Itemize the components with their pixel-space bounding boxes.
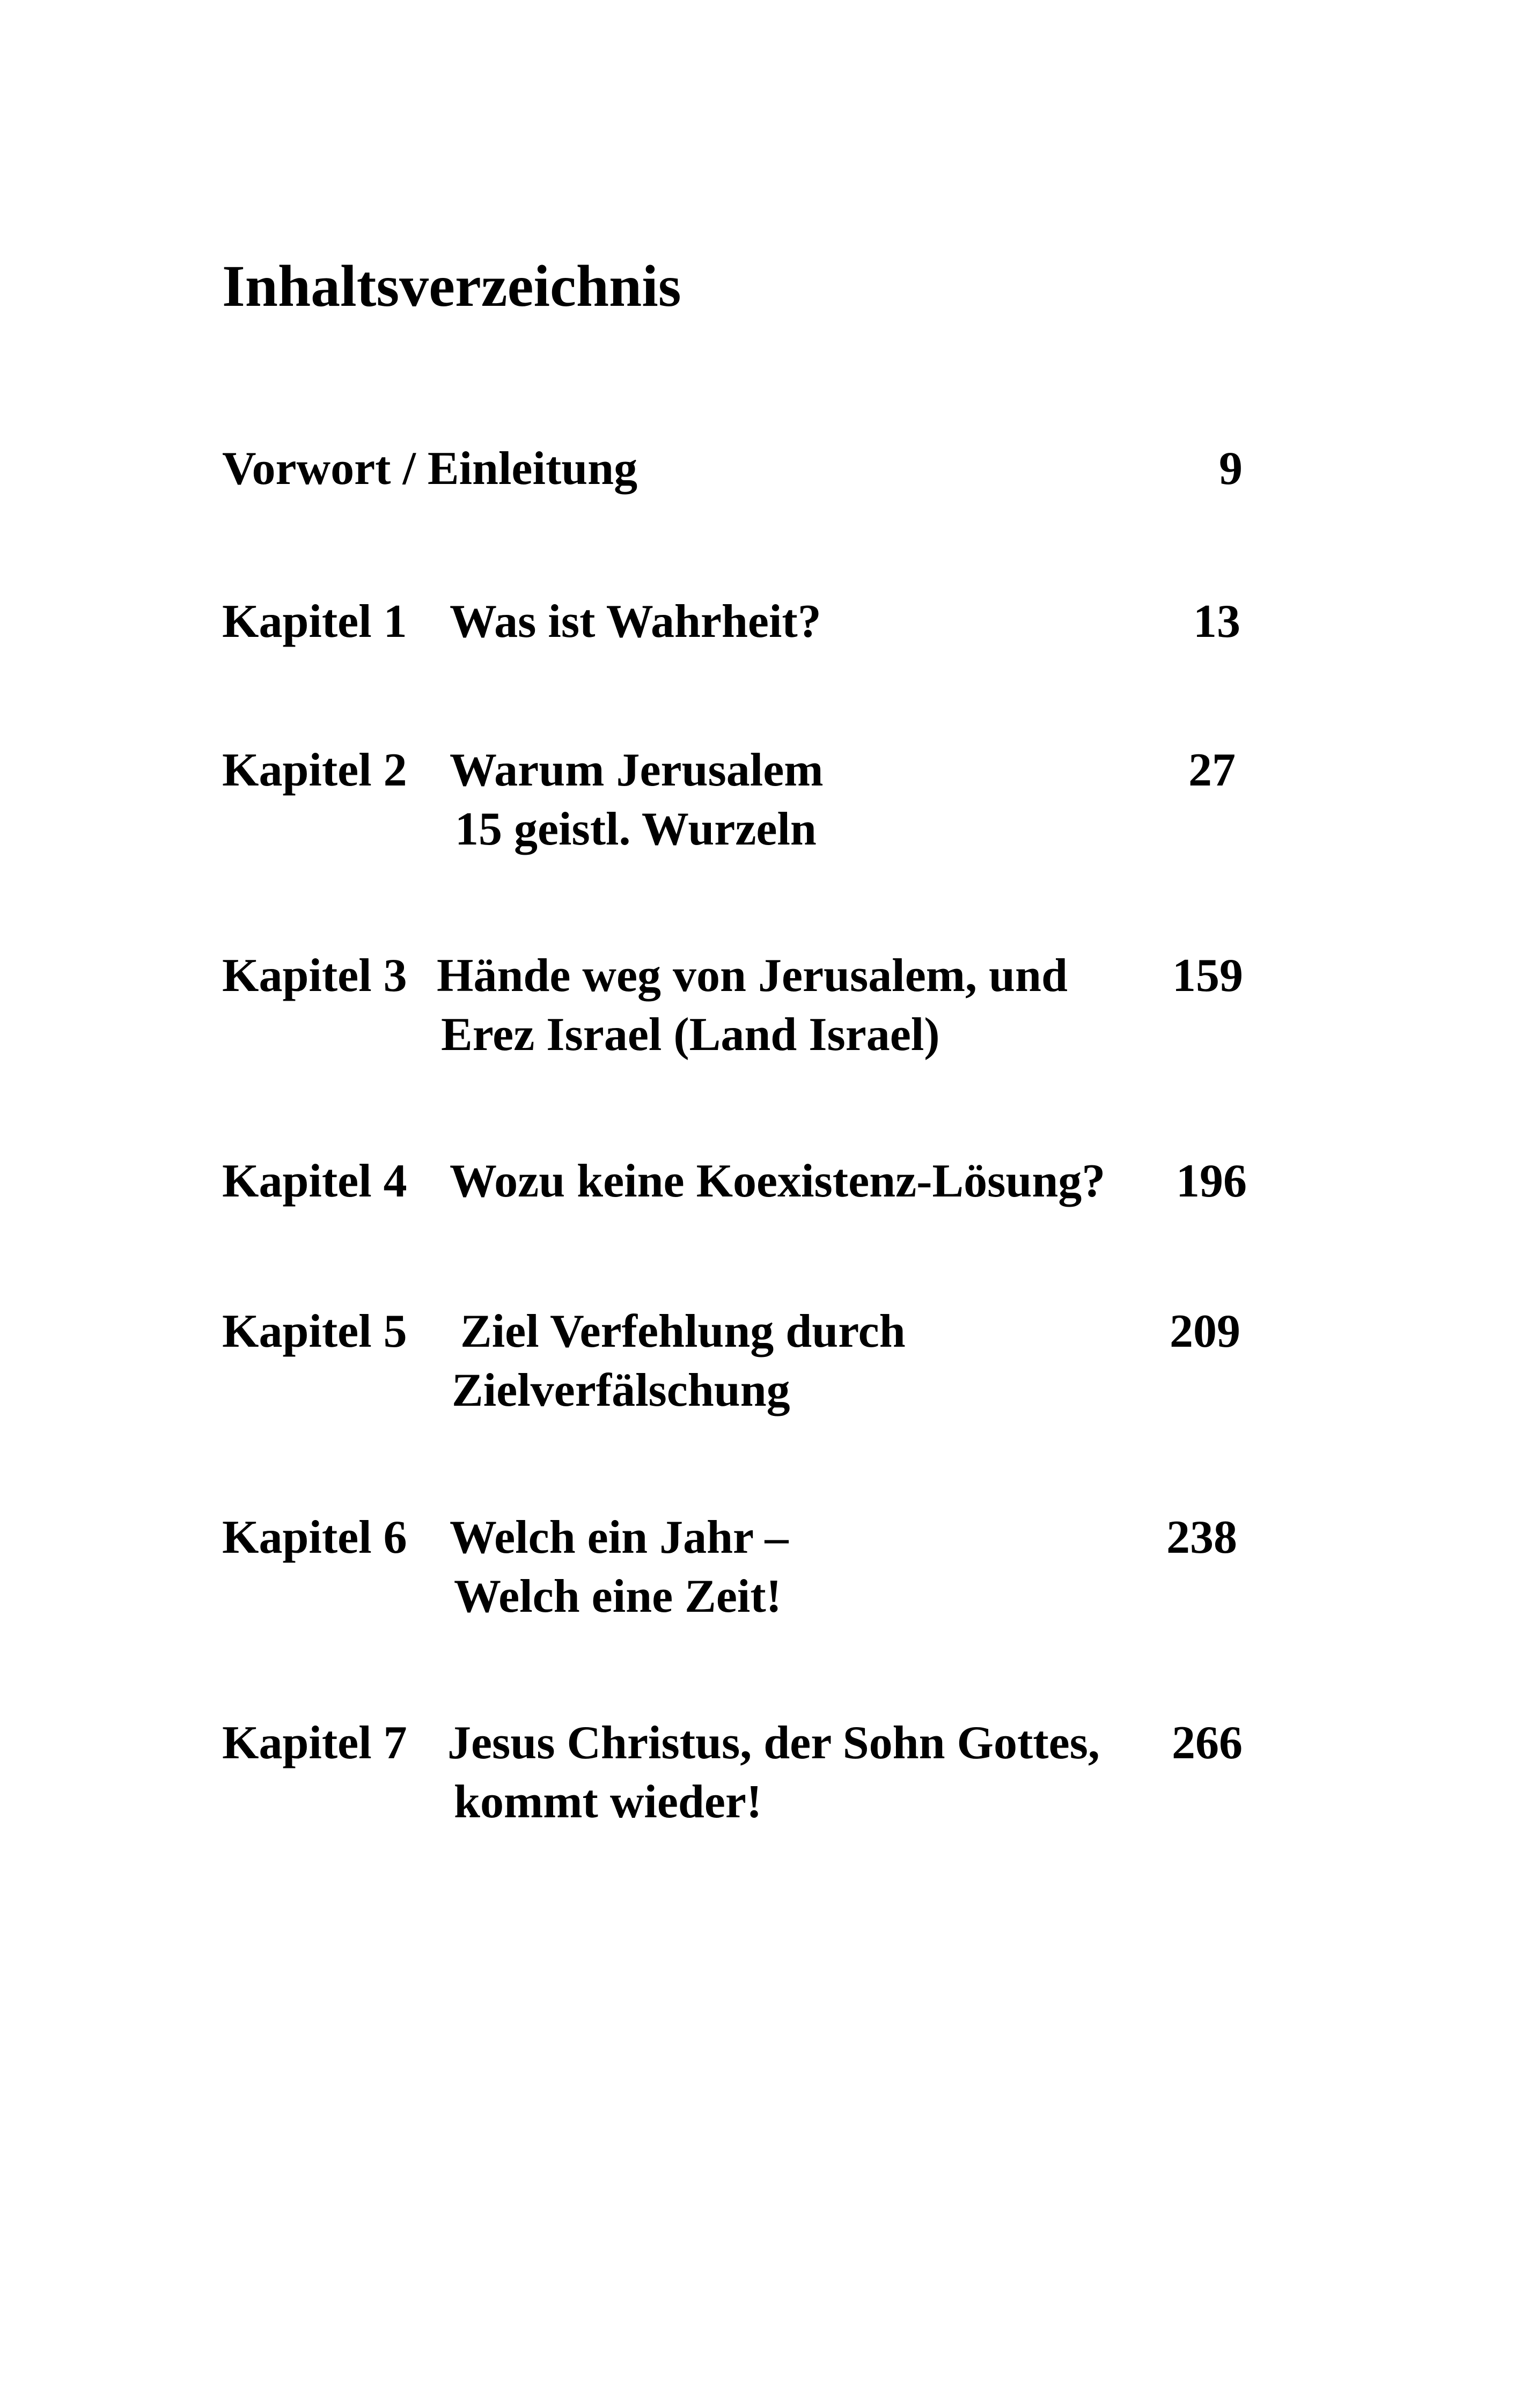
toc-entry-3-label: Kapitel 3 xyxy=(222,950,407,1002)
toc-entry-1-title: Was ist Wahrheit? xyxy=(450,596,821,648)
toc-entry-foreword-page: 9 xyxy=(1219,443,1243,495)
toc-entry-2-page: 27 xyxy=(1188,744,1236,796)
toc-entry-6-title-line-1: Welch ein Jahr – xyxy=(450,1511,789,1563)
toc-entry-foreword-label: Vorwort / Einleitung xyxy=(222,443,638,495)
page-title: Inhaltsverzeichnis xyxy=(222,253,681,319)
toc-entry-7-page: 266 xyxy=(1172,1717,1243,1769)
toc-entry-2-title-line-1: Warum Jerusalem xyxy=(450,744,824,796)
toc-entry-4-label: Kapitel 4 xyxy=(222,1155,407,1207)
toc-entry-1-label: Kapitel 1 xyxy=(222,596,407,648)
toc-entry-2-title-line-2: 15 geistl. Wurzeln xyxy=(455,803,817,855)
toc-entry-6-label: Kapitel 6 xyxy=(222,1511,407,1563)
toc-entry-1-page: 13 xyxy=(1193,596,1240,648)
toc-entry-2-label: Kapitel 2 xyxy=(222,744,407,796)
toc-entry-7-label: Kapitel 7 xyxy=(222,1717,407,1769)
toc-entry-3-title-line-2: Erez Israel (Land Israel) xyxy=(441,1009,940,1061)
toc-entry-6-title-line-2: Welch eine Zeit! xyxy=(454,1570,782,1623)
toc-entry-5-label: Kapitel 5 xyxy=(222,1305,407,1357)
toc-entry-6-page: 238 xyxy=(1166,1511,1237,1563)
toc-entry-3-page: 159 xyxy=(1172,950,1243,1002)
toc-entry-5-title-line-1: Ziel Verfehlung durch xyxy=(460,1305,906,1357)
toc-entry-3-title-line-1: Hände weg von Jerusalem, und xyxy=(437,950,1068,1002)
toc-entry-5-page: 209 xyxy=(1170,1305,1240,1357)
toc-entry-4-page: 196 xyxy=(1176,1155,1247,1207)
toc-entry-7-title-line-2: kommt wieder! xyxy=(454,1776,762,1828)
toc-entry-5-title-line-2: Zielverfälschung xyxy=(452,1364,790,1416)
toc-entry-4-title: Wozu keine Koexistenz-Lösung? xyxy=(450,1155,1106,1207)
toc-entry-7-title-line-1: Jesus Christus, der Sohn Gottes, xyxy=(447,1717,1100,1769)
